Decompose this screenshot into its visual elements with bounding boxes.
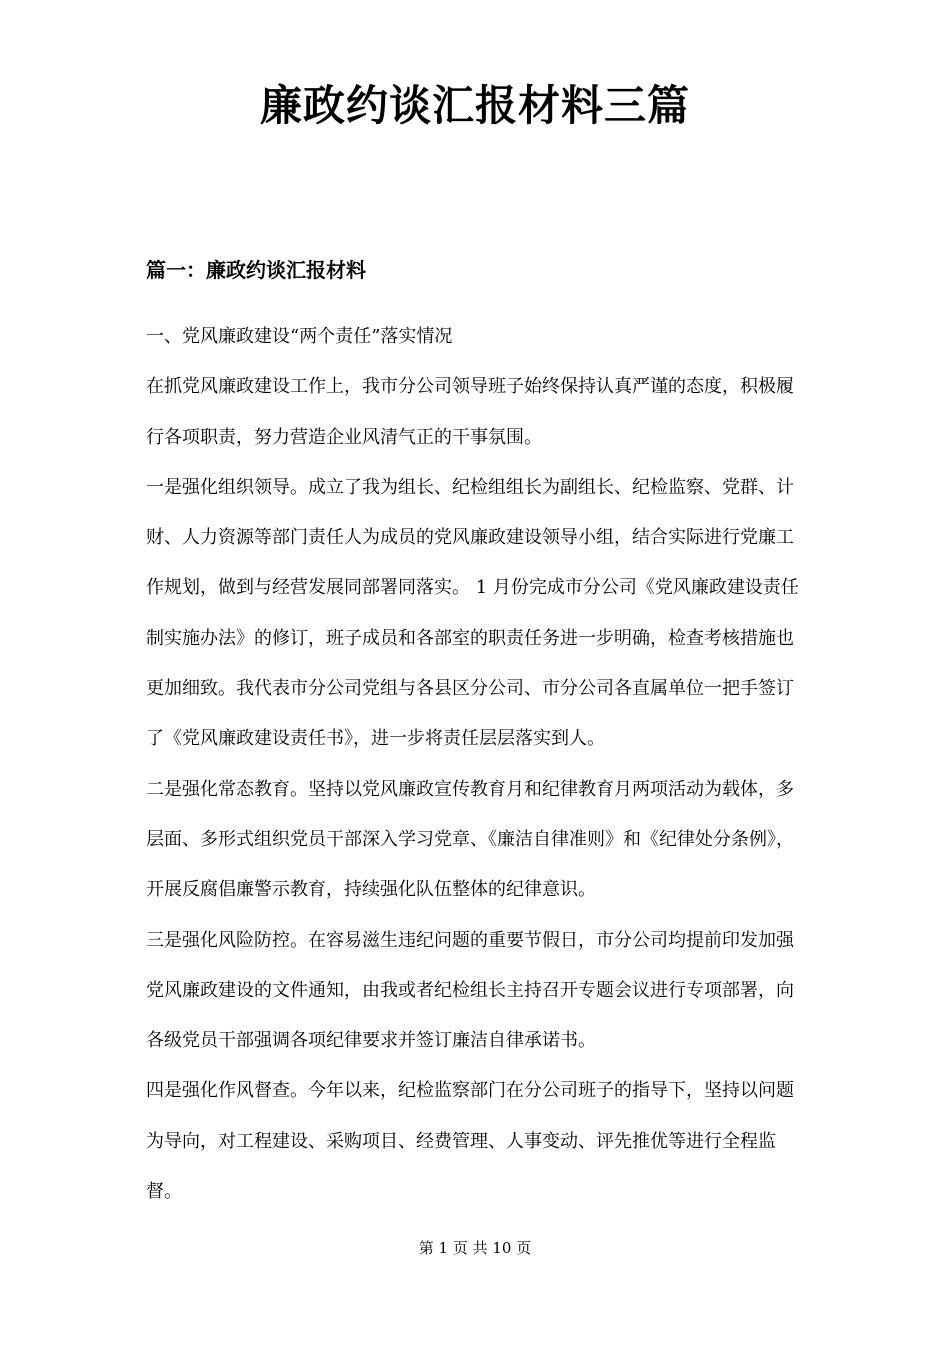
paragraph-subheading: 一、党风廉政建设“两个责任”落实情况 xyxy=(146,326,453,347)
document-title: 廉政约谈汇报材料三篇 xyxy=(259,81,690,130)
paragraph: 三是强化风险防控。在容易滋生违纪问题的重要节假日，市分公司均提前印发加强党风廉政建设的文件通知，由我或者纪检组长主持召开专题会议进行专项部署，向各级党员干部强调各项纪律要求并签订廉洁自律承诺书。 xyxy=(146,929,794,1052)
page-footer: 第 1 页 共 10 页 xyxy=(418,1239,532,1257)
paragraph: 二是强化常态教育。坚持以党风廉政宣传教育月和纪律教育月两项活动为载体，多层面、多形式组织党员干部深入学习党章、《廉洁自律准则》和《纪律处分条例》，开展反腐倡廉警示教育，持续强化队伍整体的纪律意识。 xyxy=(146,778,794,901)
paragraph: 四是强化作风督查。今年以来，纪检监察部门在分公司班子的指导下，坚持以问题为导向，对工程建设、采购项目、经费管理、人事变动、评先推优等进行全程监督。 xyxy=(146,1080,794,1203)
section-heading: 篇一：廉政约谈汇报材料 xyxy=(146,258,366,282)
paragraph: 一是强化组织领导。成立了我为组长、纪检组组长为副组长、纪检监察、党群、计财、人力资源等部门责任人为成员的党风廉政建设领导小组，结合实际进行党廉工作规划，做到与经营发展同部署同落实。 1 月份完成市分公司《党风廉政建设责任制实施办法》的修订，班子成员和各部室的职责任务进一步明确，检查考核措施也更加细致。我代表市分公司党组与各县区分公司、市分公司各直属单位一把手签订了《党风廉政建设责任书》，进一步将责任层层落实到人。 xyxy=(146,476,799,750)
document-body xyxy=(146,312,808,1217)
paragraph: 在抓党风廉政建设工作上，我市分公司领导班子始终保持认真严谨的态度，积极履行各项职责，努力营造企业风清气正的干事氛围。 xyxy=(146,376,794,448)
